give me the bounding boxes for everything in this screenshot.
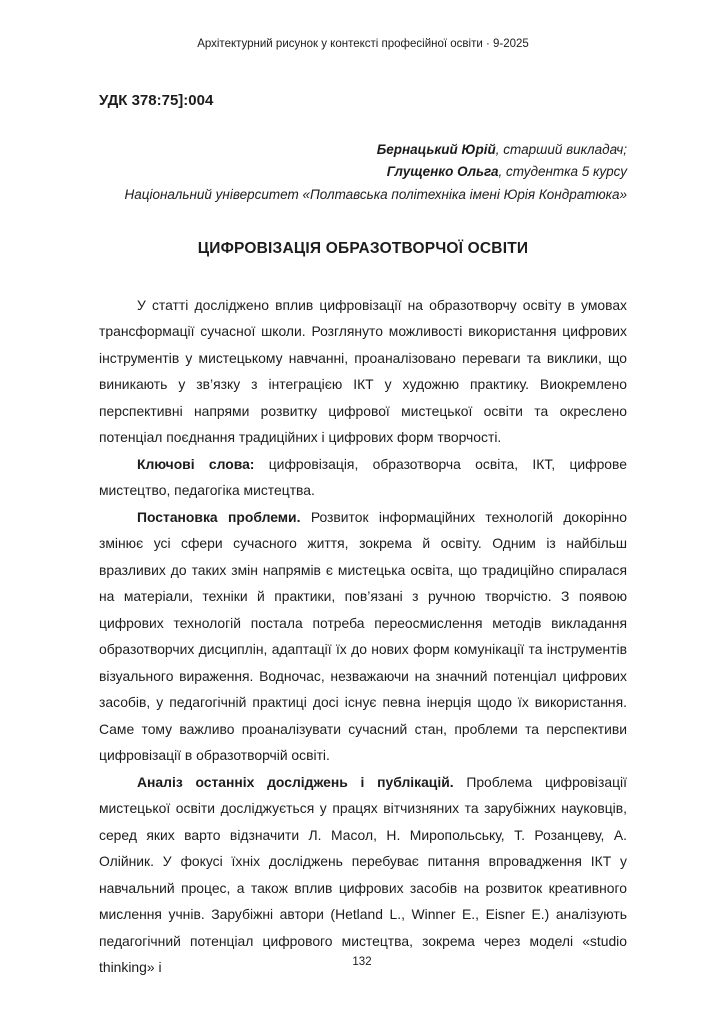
section-text-analysis: Проблема цифровізації мистецької освіти досліджується у працях вітчизняних та зарубіжних науковців, серед яких варто відзначити Л. Масол, Н. Миропольську, Т. Розанцеву, А. Олійник. У фокусі їхніх досліджень перебуває питання впровадження ІКТ у навчальний процес, а також вплив цифрових засобів на розвиток креативного мислення учнів. Зарубіжні автори (Hetland L., Winner E., Eisner E.) аналізують педагогічний потенціал цифрового мистецтва, зокрема через моделі «studio thinking» і — [99, 773, 627, 976]
author-line-2 — [99, 161, 627, 183]
section-lead-problem: Постановка проблеми. — [137, 508, 301, 525]
author-name-2: Глущенко Ольга — [386, 164, 499, 180]
keywords-paragraph — [99, 451, 627, 504]
abstract-paragraph: У статті досліджено вплив цифровізації на образотворчу освіту в умовах трансформації сучасної школи. Розглянуто можливості використання цифрових інструментів у мистецькому навчанні, проаналізовано переваги та виклики, що виникають у зв’язку з інтеграцією ІКТ у художню практику. Виокремлено перспективні напрями розвитку цифрової мистецької освіти та окреслено потенціал поєднання традиційних і цифрових форм творчості. — [99, 296, 627, 446]
author-line-1 — [99, 139, 627, 161]
keywords-label: Ключові слова: — [137, 455, 255, 472]
author-role-2: , студентка 5 курсу — [498, 164, 627, 180]
page-number: 132 — [352, 956, 372, 968]
section-paragraph-problem — [99, 504, 627, 769]
author-role-1: , старший викладач; — [495, 142, 627, 157]
article-title: ЦИФРОВІЗАЦІЯ ОБРАЗОТВОРЧОЇ ОСВІТИ — [197, 239, 529, 257]
section-lead-analysis: Аналіз останніх досліджень і публікацій. — [137, 773, 454, 790]
article-body — [99, 292, 627, 981]
running-header: Архітектурний рисунок у контексті професійної освіти · 9-2025 — [197, 38, 529, 50]
author-affiliation: Національний університет «Полтавська політехніка імені Юрія Кондратюка» — [124, 186, 627, 202]
authors-block — [99, 139, 627, 206]
author-name-1: Бернацький Юрій — [376, 142, 496, 157]
keywords-text: цифровізація, образотворча освіта, ІКТ, цифрове мистецтво, педагогіка мистецтва. — [99, 455, 627, 499]
udc-code: УДК 378:75]:004 — [99, 92, 214, 109]
section-paragraph-analysis — [99, 769, 627, 981]
section-text-problem: Розвиток інформаційних технологій докорінно змінює усі сфери сучасного життя, зокрема й освіту. Одним із найбільш вразливих до таких змін напрямів є мистецька освіта, що традиційно спиралася на матеріали, техніки й практики, пов’язані з ручною творчістю. З появою цифрових технологій постала потреба переосмислення методів викладання образотворчих дисциплін, адаптації їх до нових форм комунікації та інструментів візуального вираження. Водночас, незважаючи на значний потенціал цифрових засобів, у педагогічній практиці досі існує певна інерція щодо їх використання. Саме тому важливо проаналізувати сучасний стан, проблеми та перспективи цифровізації в образотворчій освіті. — [99, 508, 627, 764]
